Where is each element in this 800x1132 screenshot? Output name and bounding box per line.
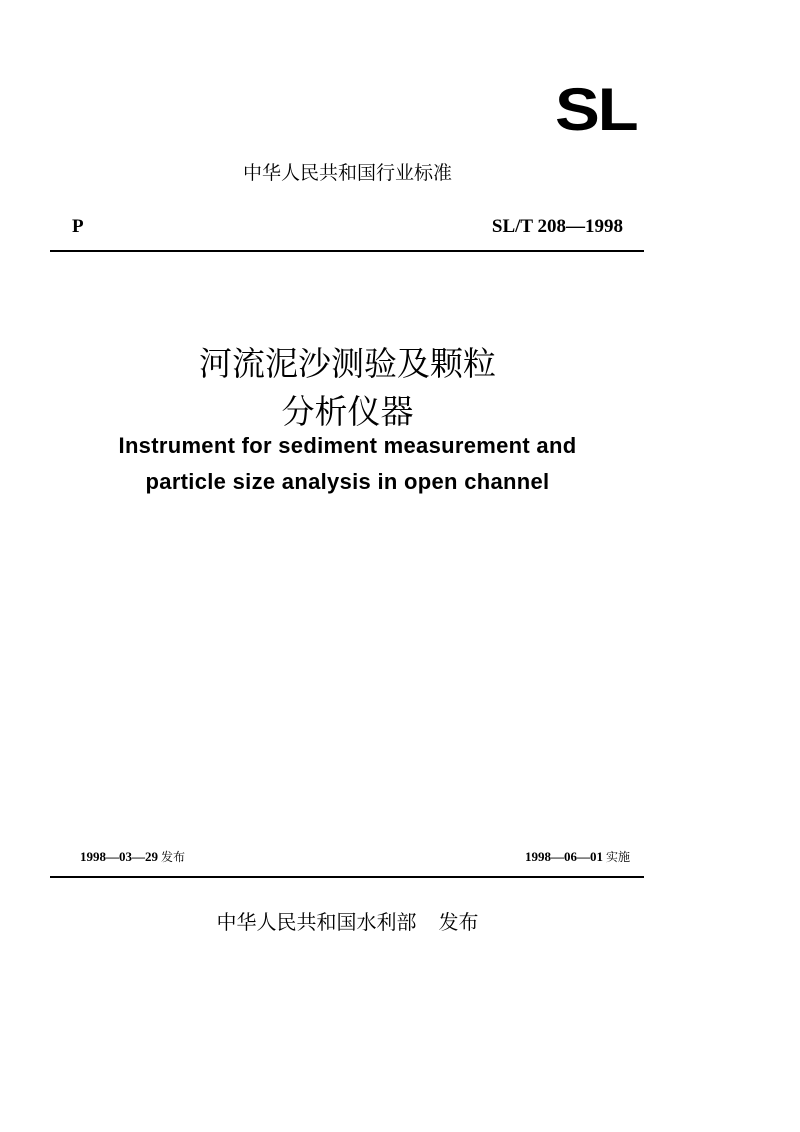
title-cn-line-1: 河流泥沙测验及颗粒	[199, 344, 496, 383]
sl-logo: SL	[555, 76, 637, 143]
classification-code: P	[72, 216, 84, 237]
title-en-line-1: Instrument for sediment measurement and	[118, 433, 577, 458]
top-divider	[50, 250, 644, 252]
title-cn-line-2: 分析仪器	[281, 392, 414, 431]
implement-date-block	[525, 848, 630, 866]
issue-date-block	[80, 848, 185, 866]
standard-category-title: 中华人民共和国行业标准	[242, 162, 452, 184]
issue-date: 1998—03—29	[80, 849, 158, 864]
bottom-divider	[50, 876, 644, 878]
publisher-name: 中华人民共和国水利部	[216, 910, 417, 934]
document-title-english	[0, 428, 695, 500]
document-title-chinese	[0, 340, 695, 436]
publisher-action: 发布	[438, 910, 479, 934]
implement-date: 1998—06—01	[524, 849, 603, 864]
implement-label: 实施	[605, 850, 630, 864]
title-en-line-2: particle size analysis in open channel	[145, 469, 550, 494]
issue-label: 发布	[161, 850, 186, 864]
standard-number: SL/T 208—1998	[491, 216, 623, 237]
publisher-line	[0, 908, 695, 936]
